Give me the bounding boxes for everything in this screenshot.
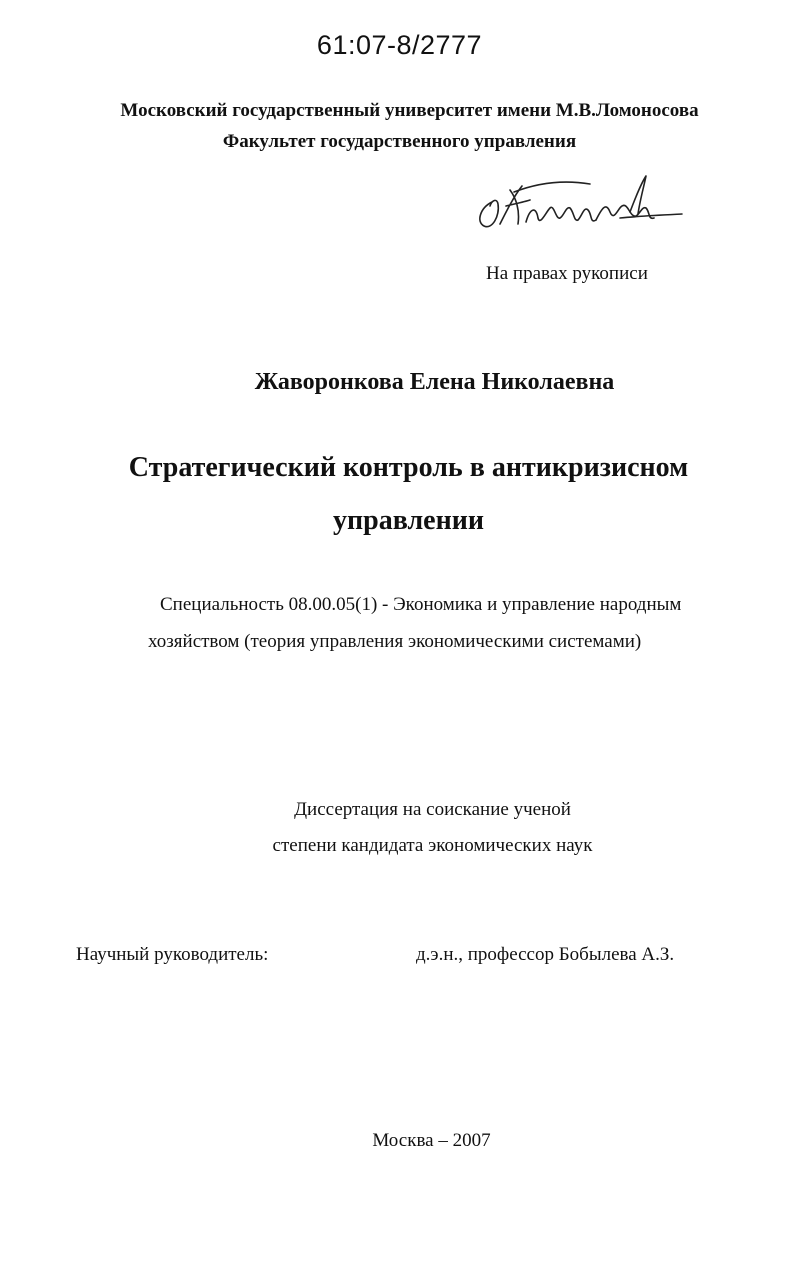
university-name: Московский государственный университет имени М.В.Ломоносова: [120, 100, 699, 121]
supervisor-label: Научный руководитель:: [76, 944, 269, 965]
supervisor-name: д.э.н., профессор Бобылева А.З.: [416, 944, 675, 965]
dissertation-title-line-1: Стратегический контроль в антикризисном: [128, 452, 689, 483]
dissertation-degree-line-1: Диссертация на соискание ученой: [294, 799, 571, 820]
city-and-year: Москва – 2007: [372, 1130, 491, 1151]
handwritten-signature-icon: [470, 172, 685, 242]
document-code: 61:07-8/2777: [316, 30, 483, 60]
manuscript-rights-note: На правах рукописи: [486, 263, 648, 284]
specialty-line-1: Специальность 08.00.05(1) - Экономика и управление народным: [160, 594, 682, 615]
dissertation-title-line-2: управлении: [333, 505, 484, 536]
specialty-line-2: хозяйством (теория управления экономическими системами): [148, 631, 642, 652]
faculty-name: Факультет государственного управления: [222, 131, 577, 152]
dissertation-degree-line-2: степени кандидата экономических наук: [272, 835, 593, 856]
author-name: Жаворонкова Елена Николаевна: [254, 369, 615, 395]
